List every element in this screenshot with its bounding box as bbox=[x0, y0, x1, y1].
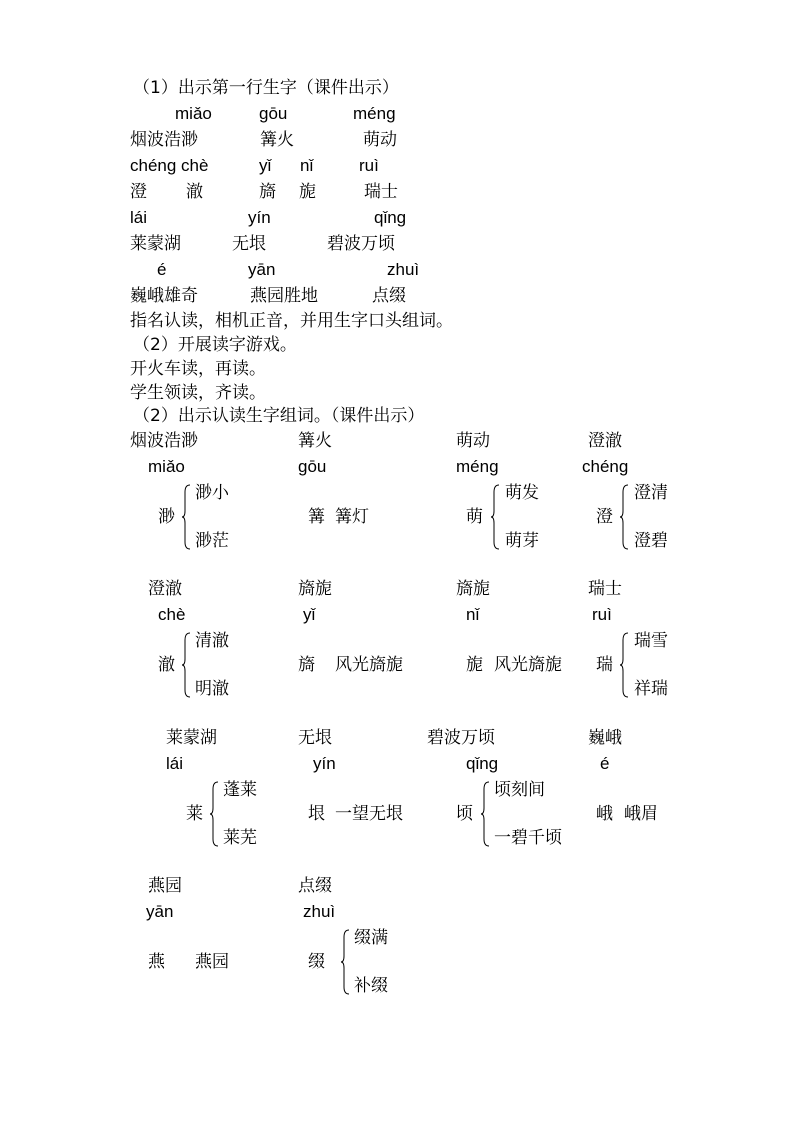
g4-pinyin-2: zhuì bbox=[303, 902, 336, 921]
g2-char-4: 瑞 bbox=[596, 655, 613, 675]
pinyin-rui: ruì bbox=[359, 156, 379, 175]
g1-pinyin-1: miǎo bbox=[148, 457, 185, 476]
word-wuyin: 无垠 bbox=[232, 234, 266, 254]
g2-pinyin-4: ruì bbox=[592, 605, 612, 624]
g1-pinyin-3: méng bbox=[456, 457, 499, 476]
g2-item-4b: 祥瑞 bbox=[634, 679, 668, 699]
brace-1 bbox=[181, 484, 191, 550]
g3-char-1: 莱 bbox=[186, 804, 203, 824]
char-ni: 旎 bbox=[299, 182, 316, 202]
g1-item-4b: 澄碧 bbox=[634, 531, 668, 551]
g1-item-1a: 渺小 bbox=[195, 483, 229, 503]
pinyin-miao: miǎo bbox=[175, 104, 212, 123]
g2-item-1b: 明澈 bbox=[195, 679, 229, 699]
game-line-2: 学生领读，齐读。 bbox=[130, 383, 266, 403]
brace-2 bbox=[490, 484, 500, 550]
char-cheng: 澄 bbox=[130, 182, 147, 202]
g1-char-4: 澄 bbox=[596, 507, 613, 527]
g3-pinyin-4: é bbox=[600, 754, 610, 773]
section1-heading: （1）出示第一行生字（课件出示） bbox=[133, 78, 399, 98]
brace-8 bbox=[340, 929, 350, 995]
word-laimenghu: 莱蒙湖 bbox=[130, 234, 181, 254]
g1-item-3b: 萌芽 bbox=[505, 531, 539, 551]
g2-word-4: 瑞士 bbox=[588, 579, 622, 599]
word-ruishi: 瑞士 bbox=[364, 182, 398, 202]
pinyin-yin: yín bbox=[248, 208, 271, 227]
g3-word-3: 碧波万顷 bbox=[427, 728, 495, 748]
g1-char-2: 篝 bbox=[308, 507, 325, 527]
g1-char-3: 萌 bbox=[466, 507, 483, 527]
g1-pinyin-4: chéng bbox=[582, 457, 629, 476]
game-line-1: 开火车读，再读。 bbox=[130, 359, 266, 379]
pinyin-yi: yǐ bbox=[259, 156, 272, 175]
word-mengdong: 萌动 bbox=[363, 130, 397, 150]
brace-5 bbox=[619, 632, 629, 698]
g1-word-4: 澄澈 bbox=[588, 431, 622, 451]
g4-char-2: 缀 bbox=[308, 952, 325, 972]
g4-word-1: 燕园 bbox=[148, 876, 182, 896]
word-bibowanqing: 碧波万顷 bbox=[327, 234, 395, 254]
g4-char-1: 燕 bbox=[148, 952, 165, 972]
g3-item-1b: 莱芜 bbox=[223, 828, 257, 848]
g4-item-2b: 补缀 bbox=[354, 976, 388, 996]
brace-3 bbox=[619, 484, 629, 550]
g2-word-3: 旖旎 bbox=[456, 579, 490, 599]
g1-word-3: 萌动 bbox=[456, 431, 490, 451]
g3-word-4: 巍峨 bbox=[588, 728, 622, 748]
g4-word-2: 点缀 bbox=[298, 876, 332, 896]
g4-single-1: 燕园 bbox=[195, 952, 229, 972]
brace-4 bbox=[181, 632, 191, 698]
g3-char-2: 垠 bbox=[308, 804, 325, 824]
g2-item-4a: 瑞雪 bbox=[634, 631, 668, 651]
g1-word-2: 篝火 bbox=[298, 431, 332, 451]
word-dianzhui: 点缀 bbox=[372, 286, 406, 306]
section2-heading: （2）开展读字游戏。 bbox=[133, 335, 297, 355]
g3-pinyin-1: lái bbox=[166, 754, 184, 773]
brace-6 bbox=[209, 781, 219, 847]
g3-char-4: 峨 bbox=[596, 804, 613, 824]
pinyin-e: é bbox=[157, 260, 167, 279]
g2-word-2: 旖旎 bbox=[298, 579, 332, 599]
section3-heading: （2）出示认读生字组词。（课件出示） bbox=[133, 406, 425, 426]
g3-single-2: 一望无垠 bbox=[335, 804, 403, 824]
g2-pinyin-1: chè bbox=[158, 605, 186, 624]
g2-char-1: 澈 bbox=[158, 655, 175, 675]
g2-pinyin-3: nǐ bbox=[466, 605, 480, 624]
g3-single-4: 峨眉 bbox=[624, 804, 658, 824]
g2-item-1a: 清澈 bbox=[195, 631, 229, 651]
g2-char-3: 旎 bbox=[466, 655, 483, 675]
pinyin-yan: yān bbox=[248, 260, 276, 279]
pinyin-chengche: chéng chè bbox=[130, 156, 209, 175]
g1-item-3a: 萌发 bbox=[505, 483, 539, 503]
word-gouhuo: 篝火 bbox=[260, 130, 294, 150]
g1-word-1: 烟波浩渺 bbox=[130, 431, 198, 451]
g3-item-3b: 一碧千顷 bbox=[494, 828, 562, 848]
word-yanbohaomiao: 烟波浩渺 bbox=[130, 130, 198, 150]
instruction-note: 指名认读，相机正音，并用生字口头组词。 bbox=[130, 311, 453, 331]
g2-char-2: 旖 bbox=[298, 655, 315, 675]
g3-pinyin-3: qǐng bbox=[466, 754, 499, 773]
g3-word-2: 无垠 bbox=[298, 728, 332, 748]
g2-pinyin-2: yǐ bbox=[303, 605, 316, 624]
char-che: 澈 bbox=[186, 182, 203, 202]
g4-item-2a: 缀满 bbox=[354, 928, 388, 948]
g1-single-2: 篝灯 bbox=[335, 507, 369, 527]
g2-single-3: 风光旖旎 bbox=[494, 655, 562, 675]
g2-word-1: 澄澈 bbox=[148, 579, 182, 599]
g3-pinyin-2: yín bbox=[313, 754, 336, 773]
g1-item-1b: 渺茫 bbox=[195, 531, 229, 551]
pinyin-ni: nǐ bbox=[300, 156, 314, 175]
pinyin-zhui: zhuì bbox=[387, 260, 420, 279]
g3-item-1a: 蓬莱 bbox=[223, 780, 257, 800]
pinyin-qing: qǐng bbox=[374, 208, 407, 227]
g1-char-1: 渺 bbox=[158, 507, 175, 527]
pinyin-meng: méng bbox=[353, 104, 396, 123]
g3-word-1: 莱蒙湖 bbox=[166, 728, 217, 748]
g1-item-4a: 澄清 bbox=[634, 483, 668, 503]
brace-7 bbox=[480, 781, 490, 847]
g3-item-3a: 顷刻间 bbox=[494, 780, 545, 800]
word-weiexiongqi: 巍峨雄奇 bbox=[130, 286, 198, 306]
g4-pinyin-1: yān bbox=[146, 902, 174, 921]
pinyin-gou: gōu bbox=[259, 104, 288, 123]
g2-single-2: 风光旖旎 bbox=[335, 655, 403, 675]
char-yi: 旖 bbox=[259, 182, 276, 202]
g3-char-3: 顷 bbox=[456, 804, 473, 824]
g1-pinyin-2: gōu bbox=[298, 457, 327, 476]
word-yanyuanshengdi: 燕园胜地 bbox=[250, 286, 318, 306]
pinyin-lai: lái bbox=[130, 208, 148, 227]
